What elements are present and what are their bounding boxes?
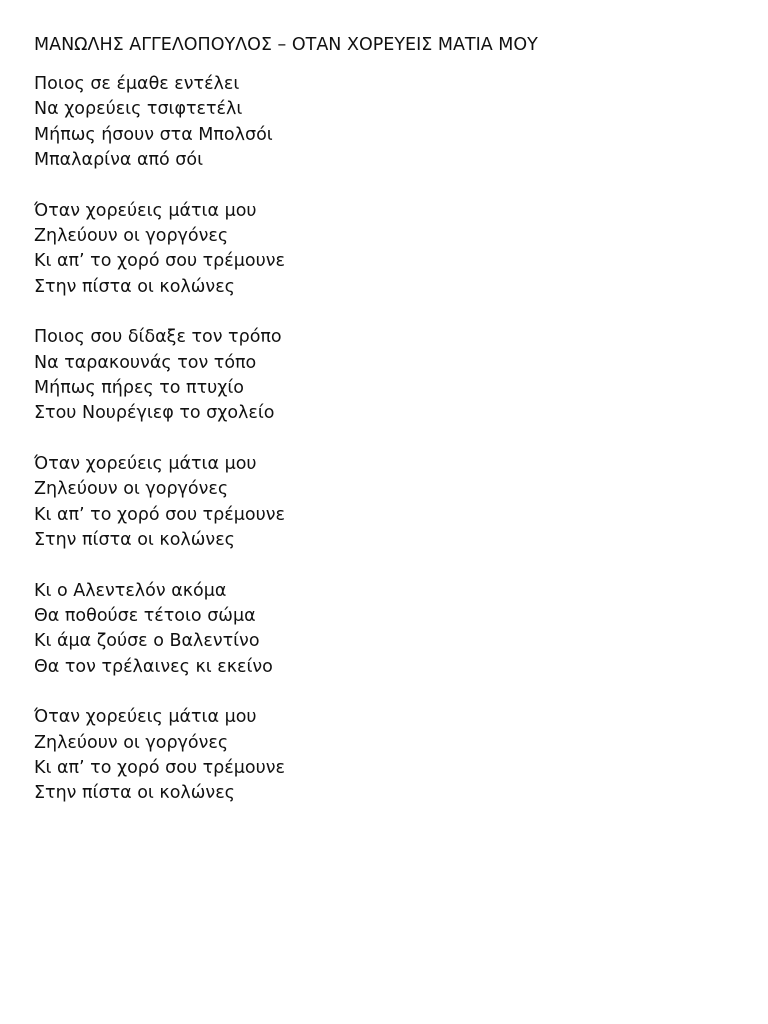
lyric-line: Να χορεύεις τσιφτετέλι (34, 99, 243, 120)
stanza-4 (34, 452, 754, 554)
lyric-line: Μπαλαρίνα από σόι (34, 150, 204, 171)
lyric-line: Κι απ’ το χορό σου τρέμουνε (34, 504, 285, 525)
lyric-line: Κι άμα ζούσε ο Βαλεντίνο (34, 631, 260, 652)
lyric-line: Να ταρακουνάς τον τόπο (34, 352, 257, 373)
lyric-line: Όταν χορεύεις μάτια μου (34, 200, 257, 221)
lyric-line: Στην πίστα οι κολώνες (34, 530, 235, 551)
stanza-3 (34, 325, 754, 427)
lyric-line: Θα τον τρέλαινες κι εκείνο (34, 656, 273, 677)
lyric-line: Κι ο Αλεντελόν ακόμα (34, 580, 227, 601)
lyric-line: Ζηλεύουν οι γοργόνες (34, 479, 229, 500)
stanza-1 (34, 72, 754, 174)
stanza-6 (34, 705, 754, 807)
stanza-2 (34, 199, 754, 301)
stanza-5 (34, 579, 754, 681)
lyric-line: Μήπως πήρες το πτυχίο (34, 378, 244, 399)
lyric-line: Στην πίστα οι κολώνες (34, 276, 235, 297)
lyric-line: Θα ποθούσε τέτοιο σώμα (34, 605, 256, 626)
document-title: ΜΑΝΩΛΗΣ ΑΓΓΕΛΟΠΟΥΛΟΣ – ΟΤΑΝ ΧΟΡΕΥΕΙΣ ΜΑΤΙΑ ΜΟΥ (34, 35, 538, 55)
lyric-line: Ποιος σου δίδαξε τον τρόπο (34, 327, 282, 348)
lyrics-page (34, 33, 754, 832)
lyric-line: Στου Νουρέγιεφ το σχολείο (34, 403, 275, 424)
lyric-line: Κι απ’ το χορό σου τρέμουνε (34, 757, 285, 778)
lyric-line: Ζηλεύουν οι γοργόνες (34, 226, 229, 247)
lyric-line: Όταν χορεύεις μάτια μου (34, 707, 257, 728)
lyric-line: Ζηλεύουν οι γοργόνες (34, 732, 229, 753)
lyric-line: Μήπως ήσουν στα Μπολσόι (34, 124, 273, 145)
lyric-line: Κι απ’ το χορό σου τρέμουνε (34, 251, 285, 272)
lyric-line: Ποιος σε έμαθε εντέλει (34, 74, 240, 94)
lyric-line: Όταν χορεύεις μάτια μου (34, 453, 257, 474)
lyric-line: Στην πίστα οι κολώνες (34, 783, 235, 804)
